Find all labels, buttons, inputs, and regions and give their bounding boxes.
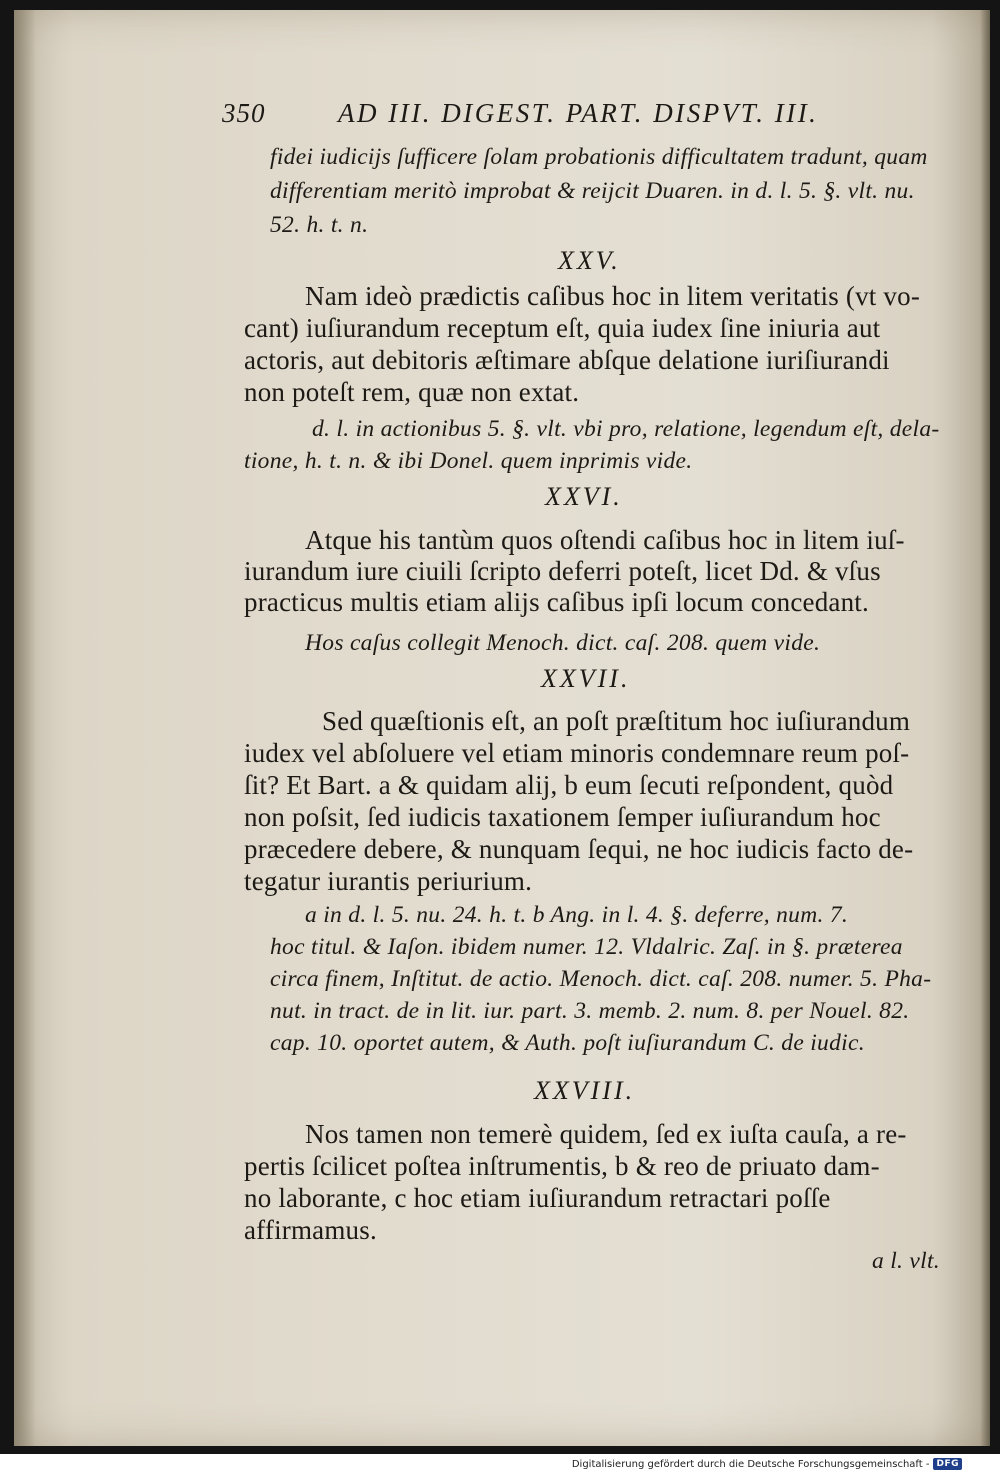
body-line: no laborante, c hoc etiam iuſiurandum retractari poſſe [244, 1183, 831, 1213]
running-head [222, 98, 842, 138]
body-line: iurandum iure ciuili ſcripto deferri poteſt, licet Dd. & vſus [244, 556, 881, 586]
digitization-credit [572, 1458, 962, 1470]
note-line: d. l. in actionibus 5. §. vlt. vbi pro, relatione, legendum eſt, dela- [312, 416, 940, 442]
section-heading-xxvii: XXVII. [541, 664, 631, 693]
note-line: hoc titul. & Iaſon. ibidem numer. 12. Vldalric. Zaſ. in §. præterea [270, 934, 903, 960]
body-line: ſit? Et Bart. a & quidam alij, b eum ſecuti reſpondent, quòd [244, 770, 894, 800]
page-gutter-shadow [14, 10, 36, 1446]
section-heading-xxvi: XXVI. [545, 482, 623, 511]
credit-text: Digitalisierung gefördert durch die Deutsche Forschungsgemeinschaft - [571, 1458, 930, 1470]
body-line: non poteſt rem, quæ non extat. [244, 377, 580, 407]
body-line: actoris, aut debitoris æſtimare abſque delatione iuriſiurandi [244, 345, 890, 375]
note-line: a l. vlt. [872, 1248, 940, 1274]
note-line: differentiam meritò improbat & reijcit Duaren. in d. l. 5. §. vlt. nu. [270, 178, 915, 204]
body-line: non poſsit, ſed iudicis taxationem ſemper iuſiurandum hoc [244, 802, 881, 832]
body-line: Atque his tantùm quos oſtendi caſibus hoc in litem iuſ- [305, 525, 905, 555]
body-line: tegatur iurantis periurium. [244, 866, 533, 896]
note-line: a in d. l. 5. nu. 24. h. t. b Ang. in l. 4. §. deferre, num. 7. [305, 902, 849, 928]
dfg-logo: DFG [933, 1458, 962, 1470]
page-edge-shadow [980, 10, 990, 1446]
body-line: cant) iuſiurandum receptum eſt, quia iudex ſine iniuria aut [244, 313, 881, 343]
section-heading-xxv: XXV. [558, 246, 621, 275]
body-line: iudex vel abſoluere vel etiam minoris condemnare reum poſ- [244, 738, 910, 768]
body-line: affirmamus. [244, 1215, 377, 1245]
note-line: tione, h. t. n. & ibi Donel. quem inprimis vide. [244, 448, 693, 474]
note-line: 52. h. t. n. [270, 212, 369, 238]
body-line: pertis ſcilicet poſtea inſtrumentis, b & reo de priuato dam- [244, 1151, 880, 1181]
note-line: cap. 10. oportet autem, & Auth. poſt iuſiurandum C. de iudic. [270, 1030, 865, 1056]
body-line: Sed quæſtionis eſt, an poſt præſtitum hoc iuſiurandum [322, 706, 911, 736]
note-line: nut. in tract. de in lit. iur. part. 3. memb. 2. num. 8. per Nouel. 82. [270, 998, 910, 1024]
body-line: præcedere debere, & nunquam ſequi, ne hoc iudicis facto de- [244, 834, 914, 864]
page-number: 350 [222, 98, 266, 128]
body-line: Nos tamen non temerè quidem, ſed ex iuſta cauſa, a re- [305, 1119, 907, 1149]
body-line: Nam ideò prædictis caſibus hoc in litem veritatis (vt vo- [305, 281, 921, 311]
note-line: circa finem, Inſtitut. de actio. Menoch. dict. caſ. 208. numer. 5. Pha- [270, 966, 932, 992]
note-line: Hos caſus collegit Menoch. dict. caſ. 208. quem vide. [305, 630, 821, 656]
note-line: fidei iudicijs ſufficere ſolam probationis difficultatem tradunt, quam [270, 144, 928, 170]
section-heading-xxviii: XXVIII. [534, 1076, 636, 1105]
running-title: AD III. DIGEST. PART. DISPVT. III. [338, 98, 819, 128]
body-line: practicus multis etiam alijs caſibus ipſi locum concedant. [244, 587, 869, 617]
